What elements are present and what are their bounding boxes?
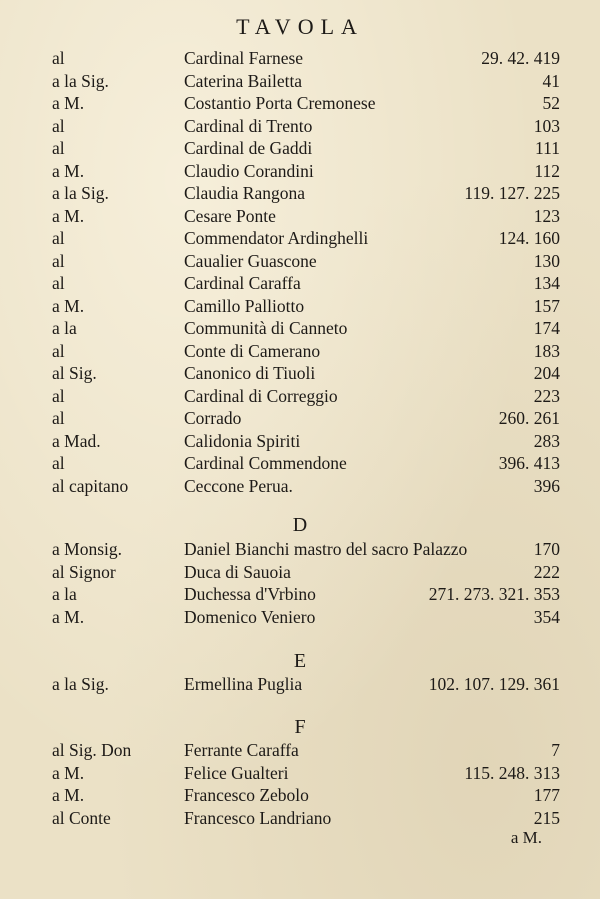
index-entry	[0, 538, 600, 561]
entry-name: Camillo Palliotto	[184, 295, 305, 316]
index-entry	[0, 250, 600, 273]
entry-pages: 354	[533, 606, 560, 627]
entry-pages: 170	[533, 539, 560, 559]
entry-pages: 223	[533, 385, 560, 406]
entry-pages: 102. 107. 129. 361	[428, 674, 560, 694]
entry-name: Conte di Camerano	[184, 340, 321, 361]
section-letter-d: D	[292, 514, 308, 536]
entry-prefix: al	[52, 340, 65, 361]
entry-prefix: a M.	[52, 606, 85, 627]
entry-name: Ermellina Puglia	[184, 674, 303, 694]
entry-name: Felice Gualteri	[184, 762, 289, 783]
section-e	[0, 673, 600, 696]
entry-pages: 41	[542, 70, 560, 91]
entry-prefix: al	[52, 453, 65, 473]
index-entry	[0, 317, 600, 340]
index-entry	[0, 407, 600, 430]
index-entry	[0, 205, 600, 228]
entry-prefix: al	[52, 138, 65, 158]
entry-name: Caterina Bailetta	[184, 70, 303, 91]
entry-name: Daniel Bianchi mastro del sacro Palazzo	[184, 539, 468, 559]
entry-name: Cardinal di Correggio	[184, 385, 338, 406]
index-entry	[0, 606, 600, 629]
entry-pages: 124. 160	[498, 228, 560, 248]
entry-prefix: a M.	[52, 762, 85, 783]
entry-prefix: a la	[52, 318, 77, 338]
entry-pages: 222	[533, 561, 560, 582]
entry-prefix: al Signor	[52, 561, 116, 582]
index-entry	[0, 673, 600, 696]
index-entry	[0, 452, 600, 475]
entry-pages: 103	[533, 115, 560, 136]
entry-prefix: a la Sig.	[52, 70, 109, 91]
entry-prefix: al capitano	[52, 475, 129, 496]
entry-pages: 134	[533, 273, 560, 293]
index-entry	[0, 70, 600, 93]
entry-name: Cardinal Farnese	[184, 48, 304, 68]
index-entry	[0, 561, 600, 584]
entry-pages: 29. 42. 419	[481, 48, 560, 68]
entry-pages: 7	[551, 740, 560, 760]
entry-pages: 157	[533, 295, 560, 316]
entry-name: Communità di Canneto	[184, 318, 348, 338]
index-entry	[0, 182, 600, 205]
index-entry	[0, 475, 600, 498]
entry-pages: 119. 127. 225	[464, 183, 560, 203]
index-entry	[0, 115, 600, 138]
index-entry	[0, 92, 600, 115]
entry-name: Cardinal di Trento	[184, 115, 313, 136]
entry-prefix: a M.	[52, 160, 85, 181]
catchword: a M.	[510, 828, 542, 847]
index-entry	[0, 385, 600, 408]
entry-prefix: a M.	[52, 93, 85, 113]
entry-pages: 111	[535, 138, 560, 158]
entry-name: Commendator Ardinghelli	[184, 228, 369, 248]
entry-pages: 177	[533, 785, 560, 805]
entry-name: Cardinal de Gaddi	[184, 138, 313, 158]
entry-name: Cardinal Commendone	[184, 453, 347, 473]
entry-prefix: al	[52, 228, 65, 248]
entry-prefix: a M.	[52, 785, 85, 805]
entry-prefix: a la Sig.	[52, 674, 109, 694]
entry-name: Corrado	[184, 408, 242, 428]
index-entry	[0, 227, 600, 250]
entry-pages: 174	[533, 318, 560, 338]
entry-prefix: a Mad.	[52, 430, 101, 451]
entry-name: Cesare Ponte	[184, 205, 276, 226]
entry-name: Claudio Corandini	[184, 160, 314, 181]
entry-pages: 130	[533, 250, 560, 271]
entry-prefix: al	[52, 273, 65, 293]
entry-name: Duca di Sauoia	[184, 561, 291, 582]
index-entry	[0, 137, 600, 160]
entry-name: Duchessa d'Vrbino	[184, 584, 316, 604]
entry-name: Claudia Rangona	[184, 183, 306, 203]
entry-pages: 271. 273. 321. 353	[428, 584, 560, 604]
section-letter-f: F	[294, 716, 306, 738]
entry-pages: 115. 248. 313	[464, 762, 560, 783]
index-entry	[0, 340, 600, 363]
entry-name: Ferrante Caraffa	[184, 740, 299, 760]
index-entry	[0, 583, 600, 606]
index-entry	[0, 430, 600, 453]
entry-name: Caualier Guascone	[184, 250, 317, 271]
section-letter-e: E	[293, 650, 307, 672]
index-entry	[0, 160, 600, 183]
entry-name: Francesco Zebolo	[184, 785, 309, 805]
entry-pages: 204	[533, 363, 560, 383]
section-f	[0, 739, 600, 829]
entry-name: Ceccone Perua.	[184, 475, 293, 496]
index-entry	[0, 47, 600, 70]
entry-prefix: a M.	[52, 205, 85, 226]
section-d	[0, 538, 600, 628]
entry-name: Domenico Veniero	[184, 606, 316, 627]
entry-name: Francesco Landriano	[184, 807, 332, 828]
index-entry	[0, 295, 600, 318]
index-entry	[0, 807, 600, 830]
entry-prefix: a M.	[52, 295, 85, 316]
entry-name: Canonico di Tiuoli	[184, 363, 316, 383]
entry-prefix: a Monsig.	[52, 539, 122, 559]
entry-prefix: a la	[52, 584, 77, 604]
entry-name: Calidonia Spiriti	[184, 430, 301, 451]
section-c	[0, 47, 600, 497]
entry-prefix: al Sig. Don	[52, 740, 132, 760]
entry-pages: 215	[533, 807, 560, 828]
entry-pages: 183	[533, 340, 560, 361]
entry-prefix: al	[52, 385, 65, 406]
entry-pages: 260. 261	[498, 408, 560, 428]
page-title: TAVOLA	[236, 14, 364, 39]
entry-pages: 123	[533, 205, 560, 226]
entry-prefix: al	[52, 408, 65, 428]
entry-name: Cardinal Caraffa	[184, 273, 301, 293]
index-entry	[0, 762, 600, 785]
index-entry	[0, 362, 600, 385]
entry-prefix: al Sig.	[52, 363, 97, 383]
entry-prefix: a la Sig.	[52, 183, 109, 203]
entry-pages: 283	[533, 430, 560, 451]
entry-pages: 396	[533, 475, 560, 496]
entry-name: Costantio Porta Cremonese	[184, 93, 376, 113]
entry-pages: 112	[534, 160, 560, 181]
index-entry	[0, 784, 600, 807]
entry-prefix: al	[52, 250, 65, 271]
entry-prefix: al Conte	[52, 807, 111, 828]
index-entry	[0, 272, 600, 295]
entry-pages: 52	[542, 93, 560, 113]
index-entry	[0, 739, 600, 762]
entry-prefix: al	[52, 115, 65, 136]
entry-pages: 396. 413	[498, 453, 560, 473]
entry-prefix: al	[52, 48, 65, 68]
